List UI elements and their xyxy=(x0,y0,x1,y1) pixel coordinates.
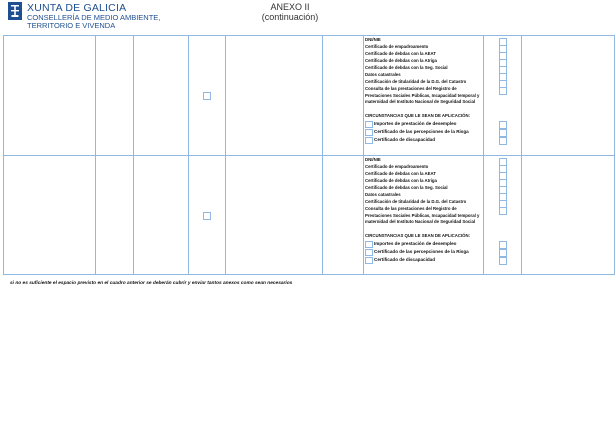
circumstance-checkbox[interactable] xyxy=(365,241,373,248)
circumstance-checkbox-right[interactable] xyxy=(499,121,507,129)
xunta-emblem-icon xyxy=(8,2,22,20)
circumstance-checkbox[interactable] xyxy=(365,129,373,136)
document-item: Certificación de titularidad de la D.G. del Catastro xyxy=(365,79,467,84)
department-line-1: CONSELLERÍA DE MEDIO AMBIENTE, xyxy=(27,13,161,22)
row-checkbox[interactable] xyxy=(203,212,211,220)
document-item: Certificado de empadroamento xyxy=(365,44,429,49)
circumstances-heading: CIRCUNSTANCIAS QUE LE SEAN DE APLICACIÓN: xyxy=(365,233,471,238)
circumstance-label: Certificado de las percepciones de la Risga xyxy=(374,249,469,254)
circumstance-label: Importes de prestación de desempleo xyxy=(374,121,457,126)
document-checkbox[interactable] xyxy=(499,87,507,95)
footnote: si no es suficiente el espacio previsto en el cuadro anterior se deberán cubrir y enviar tantos anexos como sean necesarios xyxy=(10,281,293,286)
circumstance-checkbox[interactable] xyxy=(365,257,373,264)
annex-title xyxy=(250,2,330,22)
annex-table xyxy=(3,35,615,275)
document-item: Certificado de debdas con la Atriga xyxy=(365,58,437,63)
page-header xyxy=(0,0,615,34)
circumstance-label: Certificado de discapacidad xyxy=(374,257,436,262)
document-item: Datos catastrales xyxy=(365,72,401,77)
table-row-rule xyxy=(3,274,615,275)
document-item: Datos catastrales xyxy=(365,192,401,197)
annex-heading: ANEXO II xyxy=(270,2,310,12)
circumstance-checkbox-right[interactable] xyxy=(499,241,507,249)
circumstance-label: Certificado de discapacidad xyxy=(374,137,436,142)
document-item: Certificado de debdas con la Atriga xyxy=(365,178,437,183)
circumstance-checkbox[interactable] xyxy=(365,249,373,256)
circumstances-heading: CIRCUNSTANCIAS QUE LE SEAN DE APLICACIÓN: xyxy=(365,113,471,118)
annex-subheading: (continuación) xyxy=(261,12,319,22)
circumstance-checkbox[interactable] xyxy=(365,121,373,128)
circumstance-checkbox-right[interactable] xyxy=(499,129,507,137)
document-item: DNI/NIE xyxy=(365,37,381,42)
document-item: Consulta de las prestaciones del Registro de Prestaciones Sociales Públicas, Incapacidad temporal y maternidad del Instituto Nacional de Seguridad Social xyxy=(365,206,480,225)
circumstance-checkbox[interactable] xyxy=(365,137,373,144)
circumstance-label: Importes de prestación de desempleo xyxy=(374,241,457,246)
table-row-rule xyxy=(3,35,615,36)
document-item: DNI/NIE xyxy=(365,157,381,162)
department-line-2: TERRITORIO E VIVENDA xyxy=(27,21,116,30)
document-item: Certificado de empadroamento xyxy=(365,164,429,169)
document-item: Certificado de debdas con la Seg. Social xyxy=(365,65,448,70)
document-checkbox[interactable] xyxy=(499,207,507,215)
document-item: Consulta de las prestaciones del Registro de Prestaciones Sociales Públicas, Incapacidad temporal y maternidad del Instituto Nacional de Seguridad Social xyxy=(365,86,480,105)
table-row-rule xyxy=(3,155,615,156)
document-item: Certificado de debdas con la AEAT xyxy=(365,51,436,56)
document-item: Certificado de debdas con la Seg. Social xyxy=(365,185,448,190)
circumstance-label: Certificado de las percepciones de la Risga xyxy=(374,129,469,134)
circumstance-checkbox-right[interactable] xyxy=(499,137,507,145)
org-name: XUNTA DE GALICIA xyxy=(27,2,127,14)
document-item: Certificación de titularidad de la D.G. del Catastro xyxy=(365,199,467,204)
document-item: Certificado de debdas con la AEAT xyxy=(365,171,436,176)
circumstance-checkbox-right[interactable] xyxy=(499,257,507,265)
circumstance-checkbox-right[interactable] xyxy=(499,249,507,257)
row-checkbox[interactable] xyxy=(203,92,211,100)
